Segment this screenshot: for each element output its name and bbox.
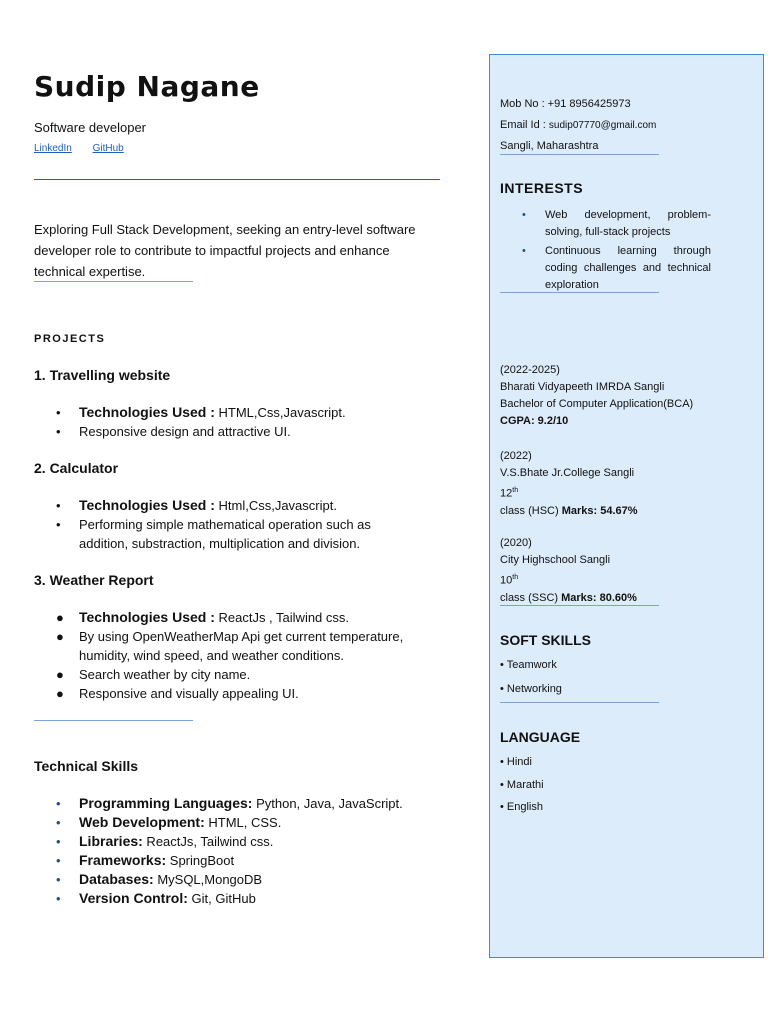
list-item: ● Technologies Used : ReactJs , Tailwind css.: [56, 609, 350, 625]
summary-divider: [34, 281, 193, 282]
education-entry: (2020) City Highschool Sangli 10th class (SSC) Marks: 80.60%: [500, 537, 637, 604]
email-address: sudip07770@gmail.com: [548, 120, 657, 131]
list-item: • Performing simple mathematical operation such as addition, substraction, multiplication and division.: [56, 517, 371, 551]
list-item: • Version Control: Git, GitHub: [56, 890, 256, 906]
soft-skills-heading: SOFT SKILLS: [500, 632, 591, 648]
list-item: • Responsive design and attractive UI.: [56, 424, 291, 439]
contact-divider: [500, 154, 659, 155]
mobile-number: Mob No : +91 8956425973: [500, 98, 631, 110]
profile-links: [34, 143, 142, 154]
projects-heading: PROJECTS: [34, 333, 106, 345]
list-item: • Web Development: HTML, CSS.: [56, 814, 282, 830]
education-entry: (2022-2025) Bharati Vidyapeeth IMRDA Sangli Bachelor of Computer Application(BCA) CGPA: 9.2/10: [500, 364, 694, 427]
soft-skills-divider: [500, 702, 659, 703]
candidate-name: Sudip Nagane: [34, 70, 260, 103]
list-item: • Web development, problem-solving, full-stack projects: [522, 209, 711, 238]
project-bullets: [34, 403, 444, 441]
list-item: ● By using OpenWeatherMap Api get current temperature, humidity, wind speed, and weather conditions.: [56, 629, 404, 663]
soft-skill-item: • Networking: [500, 683, 562, 695]
email-line: Email Id : sudip07770@gmail.com: [500, 119, 657, 131]
project-bullets: [34, 496, 444, 553]
soft-skill-item: • Teamwork: [500, 659, 557, 671]
skills-heading: Technical Skills: [34, 758, 139, 774]
list-item: ● Search weather by city name.: [56, 667, 251, 682]
project-title: 1. Travelling website: [34, 367, 171, 383]
header-divider: [34, 179, 440, 180]
language-item: • English: [500, 801, 543, 813]
language-item: • Hindi: [500, 756, 532, 768]
interests-list: [500, 207, 712, 294]
projects-divider: [34, 720, 193, 721]
project-title: 2. Calculator: [34, 460, 119, 476]
list-item: • Frameworks: SpringBoot: [56, 852, 235, 868]
summary-text: Exploring Full Stack Development, seeking an entry-level software developer role to contribute to impactful projects and enhance technical expertise.: [34, 222, 416, 279]
language-item: • Marathi: [500, 779, 544, 791]
list-item: • Libraries: ReactJs, Tailwind css.: [56, 833, 274, 849]
language-heading: LANGUAGE: [500, 729, 581, 745]
github-link[interactable]: GitHub: [92, 143, 124, 154]
list-item: • Technologies Used : Html,Css,Javascript.: [56, 497, 337, 513]
location: Sangli, Maharashtra: [500, 140, 599, 152]
linkedin-link[interactable]: LinkedIn: [34, 143, 72, 154]
list-item: • Programming Languages: Python, Java, JavaScript.: [56, 795, 403, 811]
education-divider: [500, 605, 659, 606]
list-item: • Technologies Used : HTML,Css,Javascript.: [56, 404, 346, 420]
job-title: Software developer: [34, 120, 147, 135]
interests-heading: INTERESTS: [500, 180, 584, 196]
list-item: • Continuous learning through coding challenges and technical exploration: [522, 245, 711, 291]
interests-divider: [500, 292, 659, 293]
project-bullets: [34, 608, 444, 703]
list-item: ● Responsive and visually appealing UI.: [56, 686, 299, 701]
skills-list: [34, 794, 444, 908]
education-entry: (2022) V.S.Bhate Jr.College Sangli 12th class (HSC) Marks: 54.67%: [500, 450, 638, 517]
list-item: • Databases: MySQL,MongoDB: [56, 871, 263, 887]
project-title: 3. Weather Report: [34, 572, 154, 588]
